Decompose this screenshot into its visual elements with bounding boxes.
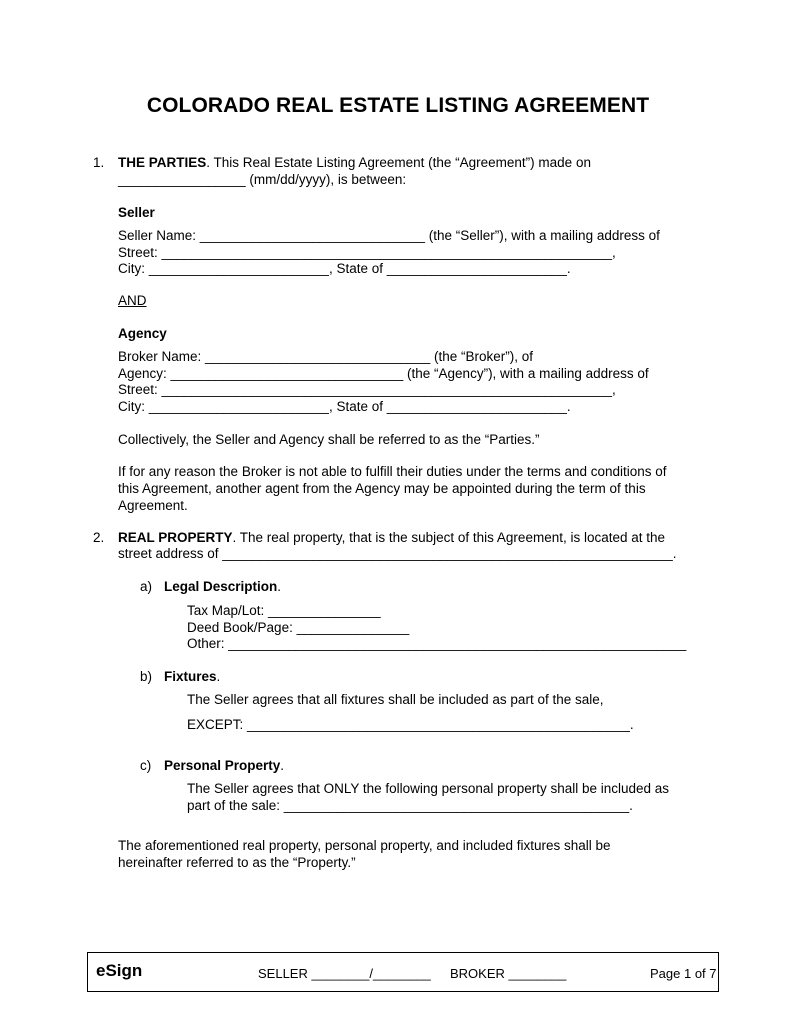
subsection-b-dot: . [216, 669, 221, 684]
section-2-text: . The real property, that is the subject of this Agreement, is located at the [232, 530, 666, 545]
esign-logo: eSign [96, 961, 143, 980]
collectively-text: Collectively, the Seller and Agency shall be referred to as the “Parties.” [118, 432, 540, 447]
subsection-c-letter: c) [140, 758, 152, 773]
seller-street-field[interactable]: Street: ____________________________________________________________, [118, 245, 616, 260]
page-number: Page 1 of 7 [650, 966, 717, 981]
seller-city-state-field[interactable]: City: ________________________, State of ________________________. [118, 261, 571, 276]
deed-book-field[interactable]: Deed Book/Page: _______________ [187, 620, 410, 635]
document-title: COLORADO REAL ESTATE LISTING AGREEMENT [146, 94, 650, 117]
agency-name-field[interactable]: Agency: _______________________________ (the “Agency”), with a mailing address of [118, 366, 649, 381]
agency-heading: Agency [118, 326, 167, 341]
except-field[interactable]: EXCEPT: ___________________________________________________. [187, 717, 634, 732]
section-2-heading: REAL PROPERTY [118, 530, 233, 545]
and-text: AND [118, 293, 147, 308]
section-1-heading: THE PARTIES [118, 155, 207, 170]
subsection-b-heading [164, 668, 220, 685]
agency-city-state-field[interactable]: City: ________________________, State of ________________________. [118, 399, 571, 414]
and-label [118, 292, 147, 309]
broker-para-line-1: If for any reason the Broker is not able to fulfill their duties under the terms and conditions of [118, 464, 667, 479]
tax-map-field[interactable]: Tax Map/Lot: _______________ [187, 603, 381, 618]
fixtures-text: The Seller agrees that all fixtures shall be included as part of the sale, [187, 692, 604, 707]
subsection-c-dot: . [280, 758, 285, 773]
legal-description-label: Legal Description [164, 579, 278, 594]
seller-heading: Seller [118, 205, 155, 220]
section-1-line-1 [118, 154, 591, 171]
seller-name-field[interactable]: Seller Name: ______________________________ (the “Seller”), with a mailing address of [118, 228, 660, 243]
section-2-line-1 [118, 529, 665, 546]
aforementioned-line-1: The aforementioned real property, personal property, and included fixtures shall be [118, 838, 611, 853]
subsection-a-letter: a) [140, 579, 153, 594]
subsection-a-dot: . [277, 579, 282, 594]
section-1-number: 1. [93, 155, 105, 170]
aforementioned-line-2: hereinafter referred to as the “Property.” [118, 855, 356, 870]
agency-street-field[interactable]: Street: ____________________________________________________________, [118, 382, 616, 397]
section-2-number: 2. [93, 530, 105, 545]
section-1-line-2[interactable]: _________________ (mm/dd/yyyy), is between: [118, 172, 407, 187]
section-1-text: . This Real Estate Listing Agreement (the “Agreement”) made on [206, 155, 591, 170]
broker-name-field[interactable]: Broker Name: ______________________________ (the “Broker”), of [118, 349, 534, 364]
personal-property-field[interactable]: part of the sale: ______________________________________________. [187, 798, 633, 813]
personal-property-label: Personal Property [164, 758, 281, 773]
subsection-c-heading [164, 757, 284, 774]
personal-property-text: The Seller agrees that ONLY the following personal property shall be included as [187, 781, 670, 796]
fixtures-label: Fixtures [164, 669, 217, 684]
subsection-a-heading [164, 578, 281, 595]
seller-initials-field[interactable]: SELLER ________/________ [258, 966, 431, 981]
street-address-field[interactable]: street address of ____________________________________________________________. [118, 546, 677, 561]
other-field[interactable]: Other: _____________________________________________________________ [187, 636, 687, 651]
broker-initials-field[interactable]: BROKER ________ [450, 966, 567, 981]
subsection-b-letter: b) [140, 669, 153, 684]
broker-para-line-2: this Agreement, another agent from the Agency may be appointed during the term of this [118, 481, 646, 496]
broker-para-line-3: Agreement. [118, 498, 188, 513]
